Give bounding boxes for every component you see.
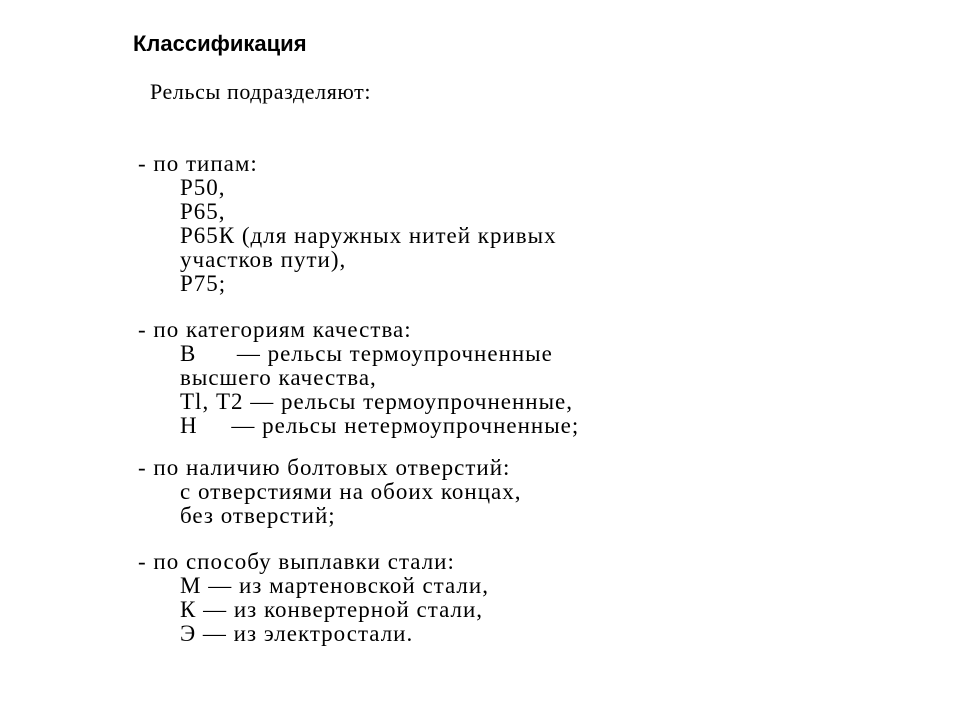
list-item: Р75; bbox=[180, 271, 227, 296]
group-heading: - по категориям качества: bbox=[138, 317, 412, 342]
list-item: М — из мартеновской стали, bbox=[180, 573, 489, 598]
group-heading: - по типам: bbox=[138, 151, 258, 176]
list-item: Р65, bbox=[180, 199, 226, 224]
slide-title: Классификация bbox=[133, 31, 307, 56]
list-item: участков пути), bbox=[180, 247, 347, 272]
list-item: с отверстиями на обоих концах, bbox=[180, 479, 522, 504]
group-items bbox=[138, 480, 522, 528]
list-item: Р50, bbox=[180, 175, 226, 200]
group-by-type bbox=[138, 152, 557, 296]
list-item: Тl, Т2 — рельсы термоупрочненные, bbox=[180, 389, 573, 414]
group-items bbox=[138, 574, 489, 646]
group-heading: - по способу выплавки стали: bbox=[138, 549, 455, 574]
group-items bbox=[138, 176, 557, 296]
list-item: Р65К (для наружных нитей кривых bbox=[180, 223, 557, 248]
list-item: Н — рельсы нетермоупрочненные; bbox=[180, 413, 580, 438]
group-heading: - по наличию болтовых отверстий: bbox=[138, 455, 511, 480]
list-item: Э — из электростали. bbox=[180, 621, 414, 646]
list-item: высшего качества, bbox=[180, 365, 377, 390]
group-items bbox=[138, 342, 579, 438]
list-item: В — рельсы термоупрочненные bbox=[180, 341, 553, 366]
group-by-quality bbox=[138, 318, 579, 438]
intro-text: Рельсы подразделяют: bbox=[150, 79, 372, 104]
list-item: К — из конвертерной стали, bbox=[180, 597, 484, 622]
group-by-bolt-holes bbox=[138, 456, 522, 528]
list-item: без отверстий; bbox=[180, 503, 336, 528]
group-by-steel-smelting bbox=[138, 550, 489, 646]
